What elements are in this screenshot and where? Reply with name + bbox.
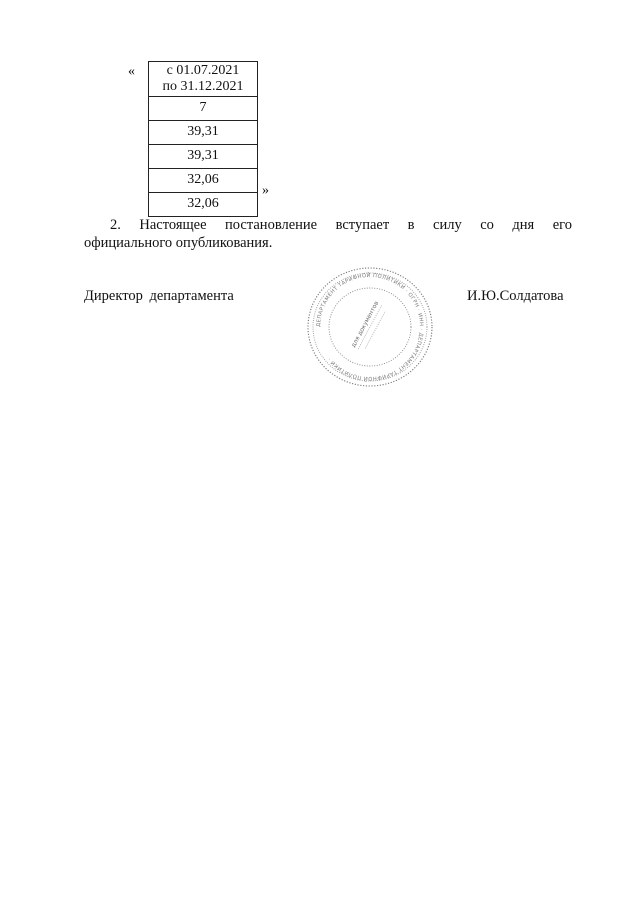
closing-quote: » — [262, 183, 269, 198]
clause-word: 2. — [110, 217, 121, 233]
signatory-name: И.Ю.Солдатова — [467, 288, 564, 304]
clause-word: со — [480, 217, 494, 233]
table-cell: 39,31 — [149, 121, 258, 145]
table-cell: 32,06 — [149, 193, 258, 217]
clause-word: дня — [512, 217, 535, 233]
clause-word: вступает — [335, 217, 390, 233]
table-cell: 7 — [149, 97, 258, 121]
signatory-title: Директор департамента — [84, 288, 234, 304]
period-to: по 31.12.2021 — [162, 79, 244, 94]
table-row — [149, 145, 258, 169]
period-from: с 01.07.2021 — [166, 63, 240, 78]
opening-quote: « — [128, 64, 135, 79]
clause-word: силу — [433, 217, 462, 233]
table-row-period — [149, 62, 258, 97]
svg-text:ДЕПАРТАМЕНТ ТАРИФНОЙ ПОЛИТИКИ: ДЕПАРТАМЕНТ ТАРИФНОЙ ПОЛИТИКИ · ОГРН · ИНН · ДЕПАРТАМЕНТ ТАРИФНОЙ ПОЛИТИКИ · — [315, 272, 425, 382]
period-cell — [149, 62, 258, 97]
clause-paragraph — [84, 216, 572, 252]
official-seal-stamp — [305, 265, 435, 390]
table-row — [149, 169, 258, 193]
clause-word: в — [407, 217, 415, 233]
table-cell: 32,06 — [149, 169, 258, 193]
clause-word: постановление — [225, 217, 318, 233]
tariff-table — [148, 61, 258, 217]
table-row — [149, 97, 258, 121]
clause-line-1 — [84, 216, 572, 234]
table-cell: 39,31 — [149, 145, 258, 169]
stamp-center-text: для документов — [350, 300, 381, 349]
clause-line-2: официального опубликования. — [84, 235, 273, 251]
table-row — [149, 193, 258, 217]
clause-word: его — [552, 217, 572, 233]
clause-word: Настоящее — [139, 217, 207, 233]
table-row — [149, 121, 258, 145]
